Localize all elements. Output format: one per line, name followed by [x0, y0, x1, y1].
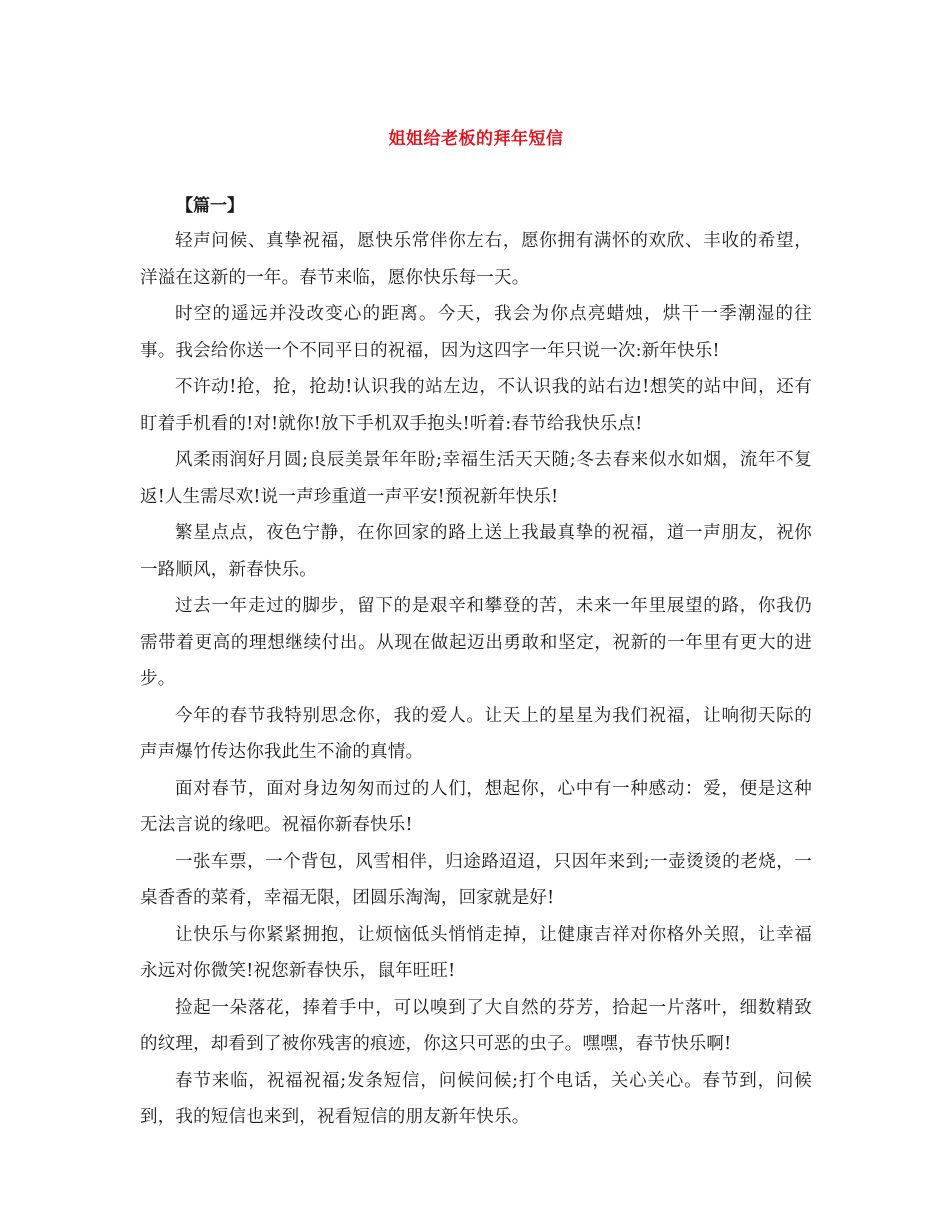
paragraph: 过去一年走过的脚步，留下的是艰辛和攀登的苦，未来一年里展望的路，你我仍需带着更高的理想继续付出。从现在做起迈出勇敢和坚定，祝新的一年里有更大的进步。: [140, 596, 812, 689]
paragraph: 繁星点点，夜色宁静，在你回家的路上送上我最真挚的祝福，道一声朋友，祝你一路顺风，新春快乐。: [140, 523, 812, 580]
paragraph: 时空的遥远并没改变心的距离。今天，我会为你点亮蜡烛，烘干一季潮湿的往事。我会给你送一个不同平日的祝福，因为这四字一年只说一次:新年快乐!: [140, 304, 812, 361]
paragraph: 春节来临，祝福祝福;发条短信，问候问候;打个电话，关心关心。春节到，问候到，我的短信也来到，祝看短信的朋友新年快乐。: [140, 1070, 812, 1127]
paragraph: 今年的春节我特别思念你，我的爱人。让天上的星星为我们祝福，让响彻天际的声声爆竹传达你我此生不渝的真情。: [140, 705, 812, 762]
paragraph: 让快乐与你紧紧拥抱，让烦恼低头悄悄走掉，让健康吉祥对你格外关照，让幸福永远对你微笑!祝您新春快乐，鼠年旺旺!: [140, 924, 812, 981]
document-title: 姐姐给老板的拜年短信: [388, 129, 564, 149]
paragraph: 捡起一朵落花，捧着手中，可以嗅到了大自然的芬芳，拾起一片落叶，细数精致的纹理，却看到了被你残害的痕迹，你这只可恶的虫子。嘿嘿，春节快乐啊!: [140, 997, 812, 1054]
document-page: [140, 0, 812, 1230]
paragraph: 不许动!抢，抢，抢劫!认识我的站左边，不认识我的站右边!想笑的站中间，还有盯着手机看的!对!就你!放下手机双手抱头!听着:春节给我快乐点!: [140, 377, 812, 434]
paragraph: 面对春节，面对身边匆匆而过的人们，想起你，心中有一种感动：爱，便是这种无法言说的缘吧。祝福你新春快乐!: [140, 778, 812, 835]
paragraph: 一张车票，一个背包，风雪相伴，归途路迢迢，只因年来到;一壶烫烫的老烧，一桌香香的菜肴，幸福无限，团圆乐淘淘，回家就是好!: [140, 851, 812, 908]
paragraph: 风柔雨润好月圆;良辰美景年年盼;幸福生活天天随;冬去春来似水如烟，流年不复返!人生需尽欢!说一声珍重道一声平安!预祝新年快乐!: [140, 450, 812, 507]
body-text: [140, 223, 812, 1136]
paragraph: 轻声问候、真挚祝福，愿快乐常伴你左右，愿你拥有满怀的欢欣、丰收的希望，洋溢在这新的一年。春节来临，愿你快乐每一天。: [140, 231, 812, 288]
section-heading: 【篇一】: [176, 196, 244, 216]
